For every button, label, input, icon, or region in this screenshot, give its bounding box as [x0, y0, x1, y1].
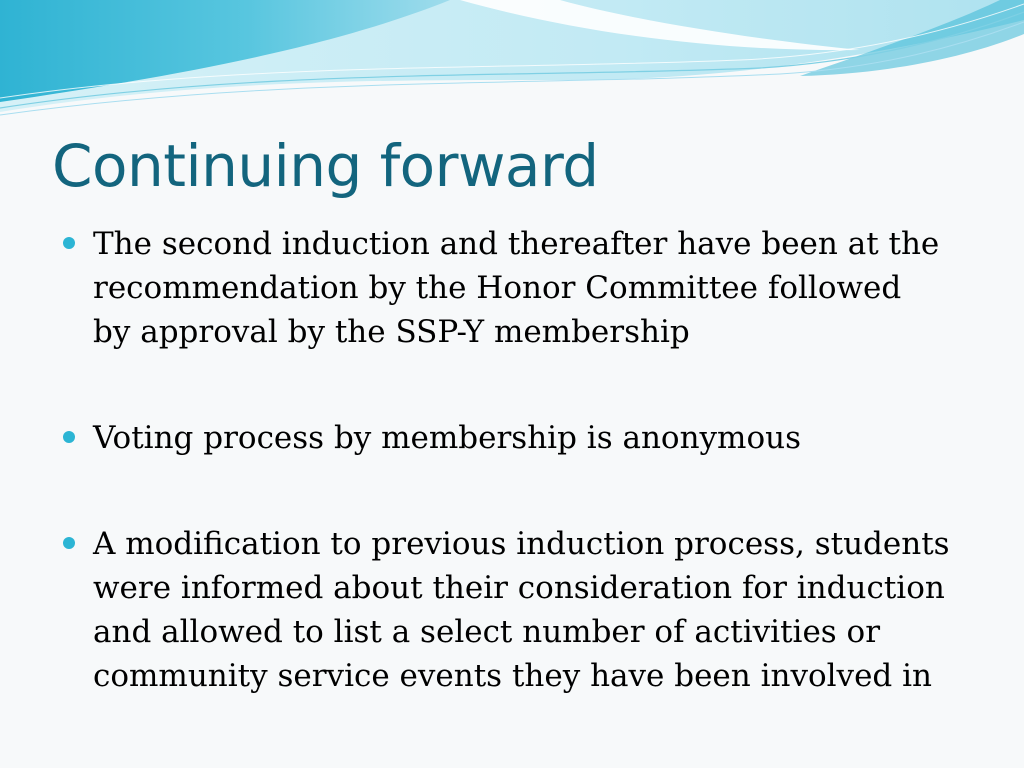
bullet-dot-icon	[63, 431, 75, 443]
bullet-line: community service events they have been involved in	[93, 658, 932, 694]
bullet-line: recommendation by the Honor Committee followed	[93, 270, 902, 306]
bullet-list	[62, 222, 982, 698]
bullet-line: and allowed to list a select number of activities or	[93, 614, 881, 650]
bullet-text	[93, 416, 982, 460]
bullet-dot-icon	[63, 237, 75, 249]
bullet-item	[62, 522, 982, 698]
bullet-line: The second induction and thereafter have been at the	[93, 226, 940, 262]
bullet-dot-icon	[63, 537, 75, 549]
bullet-text	[93, 222, 982, 354]
bullet-line: were informed about their consideration for induction	[93, 570, 945, 606]
bullet-line: by approval by the SSP-Y membership	[93, 314, 690, 350]
bullet-line: A modification to previous induction process, students	[93, 526, 950, 562]
wave-header-decoration	[0, 0, 1024, 130]
bullet-line: Voting process by membership is anonymous	[93, 420, 801, 456]
bullet-item	[62, 222, 982, 354]
bullet-text	[93, 522, 982, 698]
bullet-item	[62, 416, 982, 460]
slide-title: Continuing forward	[52, 132, 599, 200]
